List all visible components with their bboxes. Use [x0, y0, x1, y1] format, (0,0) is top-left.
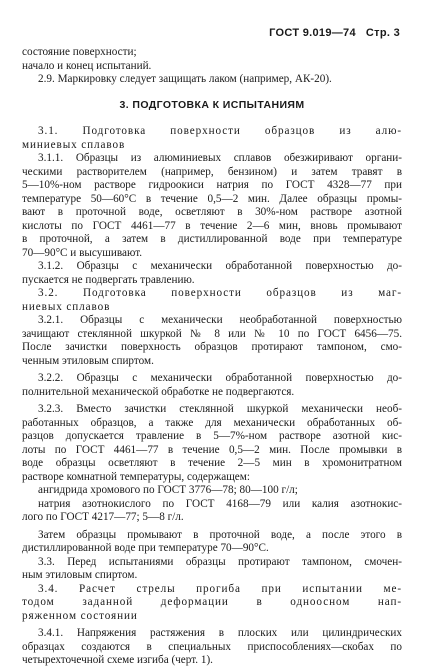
main-block: [22, 125, 402, 668]
text-line: состояние поверхности;: [22, 46, 137, 58]
text-line: вают в проточной воде, осветляют в 30%-ном растворе азотной: [22, 206, 402, 218]
text-line: 3.2. Подготовка поверхности образцов из маг-: [38, 287, 402, 299]
text-line: начало и конец испытаний.: [22, 59, 152, 72]
text-line: работанных образцов, а также для механически обработанных об-: [22, 416, 402, 429]
page-header: [269, 27, 400, 39]
text-line: зачищают стеклянной шкуркой № 8 или № 10 по ГОСТ 6456—75.: [22, 327, 402, 340]
text-line: Затем образцы промывают в проточной воде, а после этого в: [38, 528, 402, 541]
text-line: 3.3. Перед испытаниями образцы протирают тампоном, смочен-: [38, 555, 402, 568]
standard-code: ГОСТ 9.019—74: [269, 27, 356, 39]
text-line: 3.4. Расчет стрелы прогиба при испытании ме-: [38, 582, 402, 595]
text-line: 70—90°С и высушивают.: [22, 246, 143, 259]
text-line: ченным этиловым спиртом.: [22, 354, 154, 367]
text-line: полнительной механической обработке не подвергаются.: [22, 385, 295, 398]
text-line: дистиллированной воде при температуре 70—90°С.: [22, 542, 269, 554]
text-line: ным этиловым спиртом.: [22, 569, 138, 581]
text-line: разцов допускается травление в 5—7%-ном растворе азотной кис-: [22, 430, 402, 442]
text-line: 3.4.1. Напряжения растяжения в плоских или цилиндрических: [38, 627, 402, 639]
text-line: тодом заданной деформации в одноосном нап-: [22, 596, 402, 608]
text-line: натрия азотнокислого по ГОСТ 4168—79 или калия азотнокис-: [38, 497, 402, 510]
text-line: лого по ГОСТ 4217—77; 5—8 г/л.: [22, 511, 184, 523]
page-number: Стр. 3: [365, 27, 400, 39]
text-line: в проточной, а затем в дистиллированной воде при температуре: [22, 233, 402, 245]
text-line: 3.1.2. Образцы с механически обработанной поверхностью до-: [38, 260, 402, 272]
text-line: 2.9. Маркировку следует защищать лаком (например, АК-20).: [38, 73, 332, 85]
section-title: 3. ПОДГОТОВКА К ИСПЫТАНИЯМ: [119, 98, 305, 111]
text-line: 3.2.3. Вместо зачистки стеклянной шкуркой механически необ-: [38, 403, 402, 415]
text-line: температуре 50—60°С в течение 0,5—2 мин. Далее образцы промы-: [22, 192, 402, 205]
text-line: ангидрида хромового по ГОСТ 3776—78; 80—100 г/л;: [38, 484, 298, 496]
text-line: лоты по ГОСТ 4461—77 в течение 0,5—2 мин. После промывки в: [22, 443, 402, 456]
text-line: ряженном состоянии: [22, 609, 138, 622]
text-line: ниевых сплавов: [22, 300, 111, 313]
text-line: ческими растворителем (например, бензином) и затем травят в: [22, 165, 402, 178]
text-line: растворе комнатной температуры, содержащем:: [22, 470, 250, 483]
text-line: 3.2.2. Образцы с механически обработанной поверхностью до-: [38, 372, 402, 384]
text-line: воде образцы осветляют в течение 2—5 мин в хромонитратном: [22, 457, 402, 469]
text-line: пускается не подвергать травлению.: [22, 273, 195, 286]
text-line: 3.1. Подготовка поверхности образцов из алю-: [38, 125, 402, 137]
text-line: четырехточечной схеме изгиба (черт. 1).: [22, 654, 213, 666]
text-line: 3.1.1. Образцы из алюминиевых сплавов обезжиривают органи-: [38, 152, 402, 164]
text-line: 5—10%-ном растворе гидроокиси натрия по ГОСТ 4328—77 при: [22, 179, 402, 191]
text-line: После зачистки поверхность образцов протирают тампоном, смо-: [22, 341, 402, 353]
text-line: образцах создаются в специальных приспособлениях—скобах по: [22, 640, 402, 653]
text-line: миниевых сплавов: [22, 138, 126, 151]
text-line: кислоты по ГОСТ 4461—77 в течение 2—6 мин, вновь промывают: [22, 219, 402, 232]
document-body: [22, 46, 402, 668]
top-block: [22, 46, 402, 87]
text-line: 3.2.1. Образцы с механически необработанной поверхностью: [38, 314, 402, 326]
